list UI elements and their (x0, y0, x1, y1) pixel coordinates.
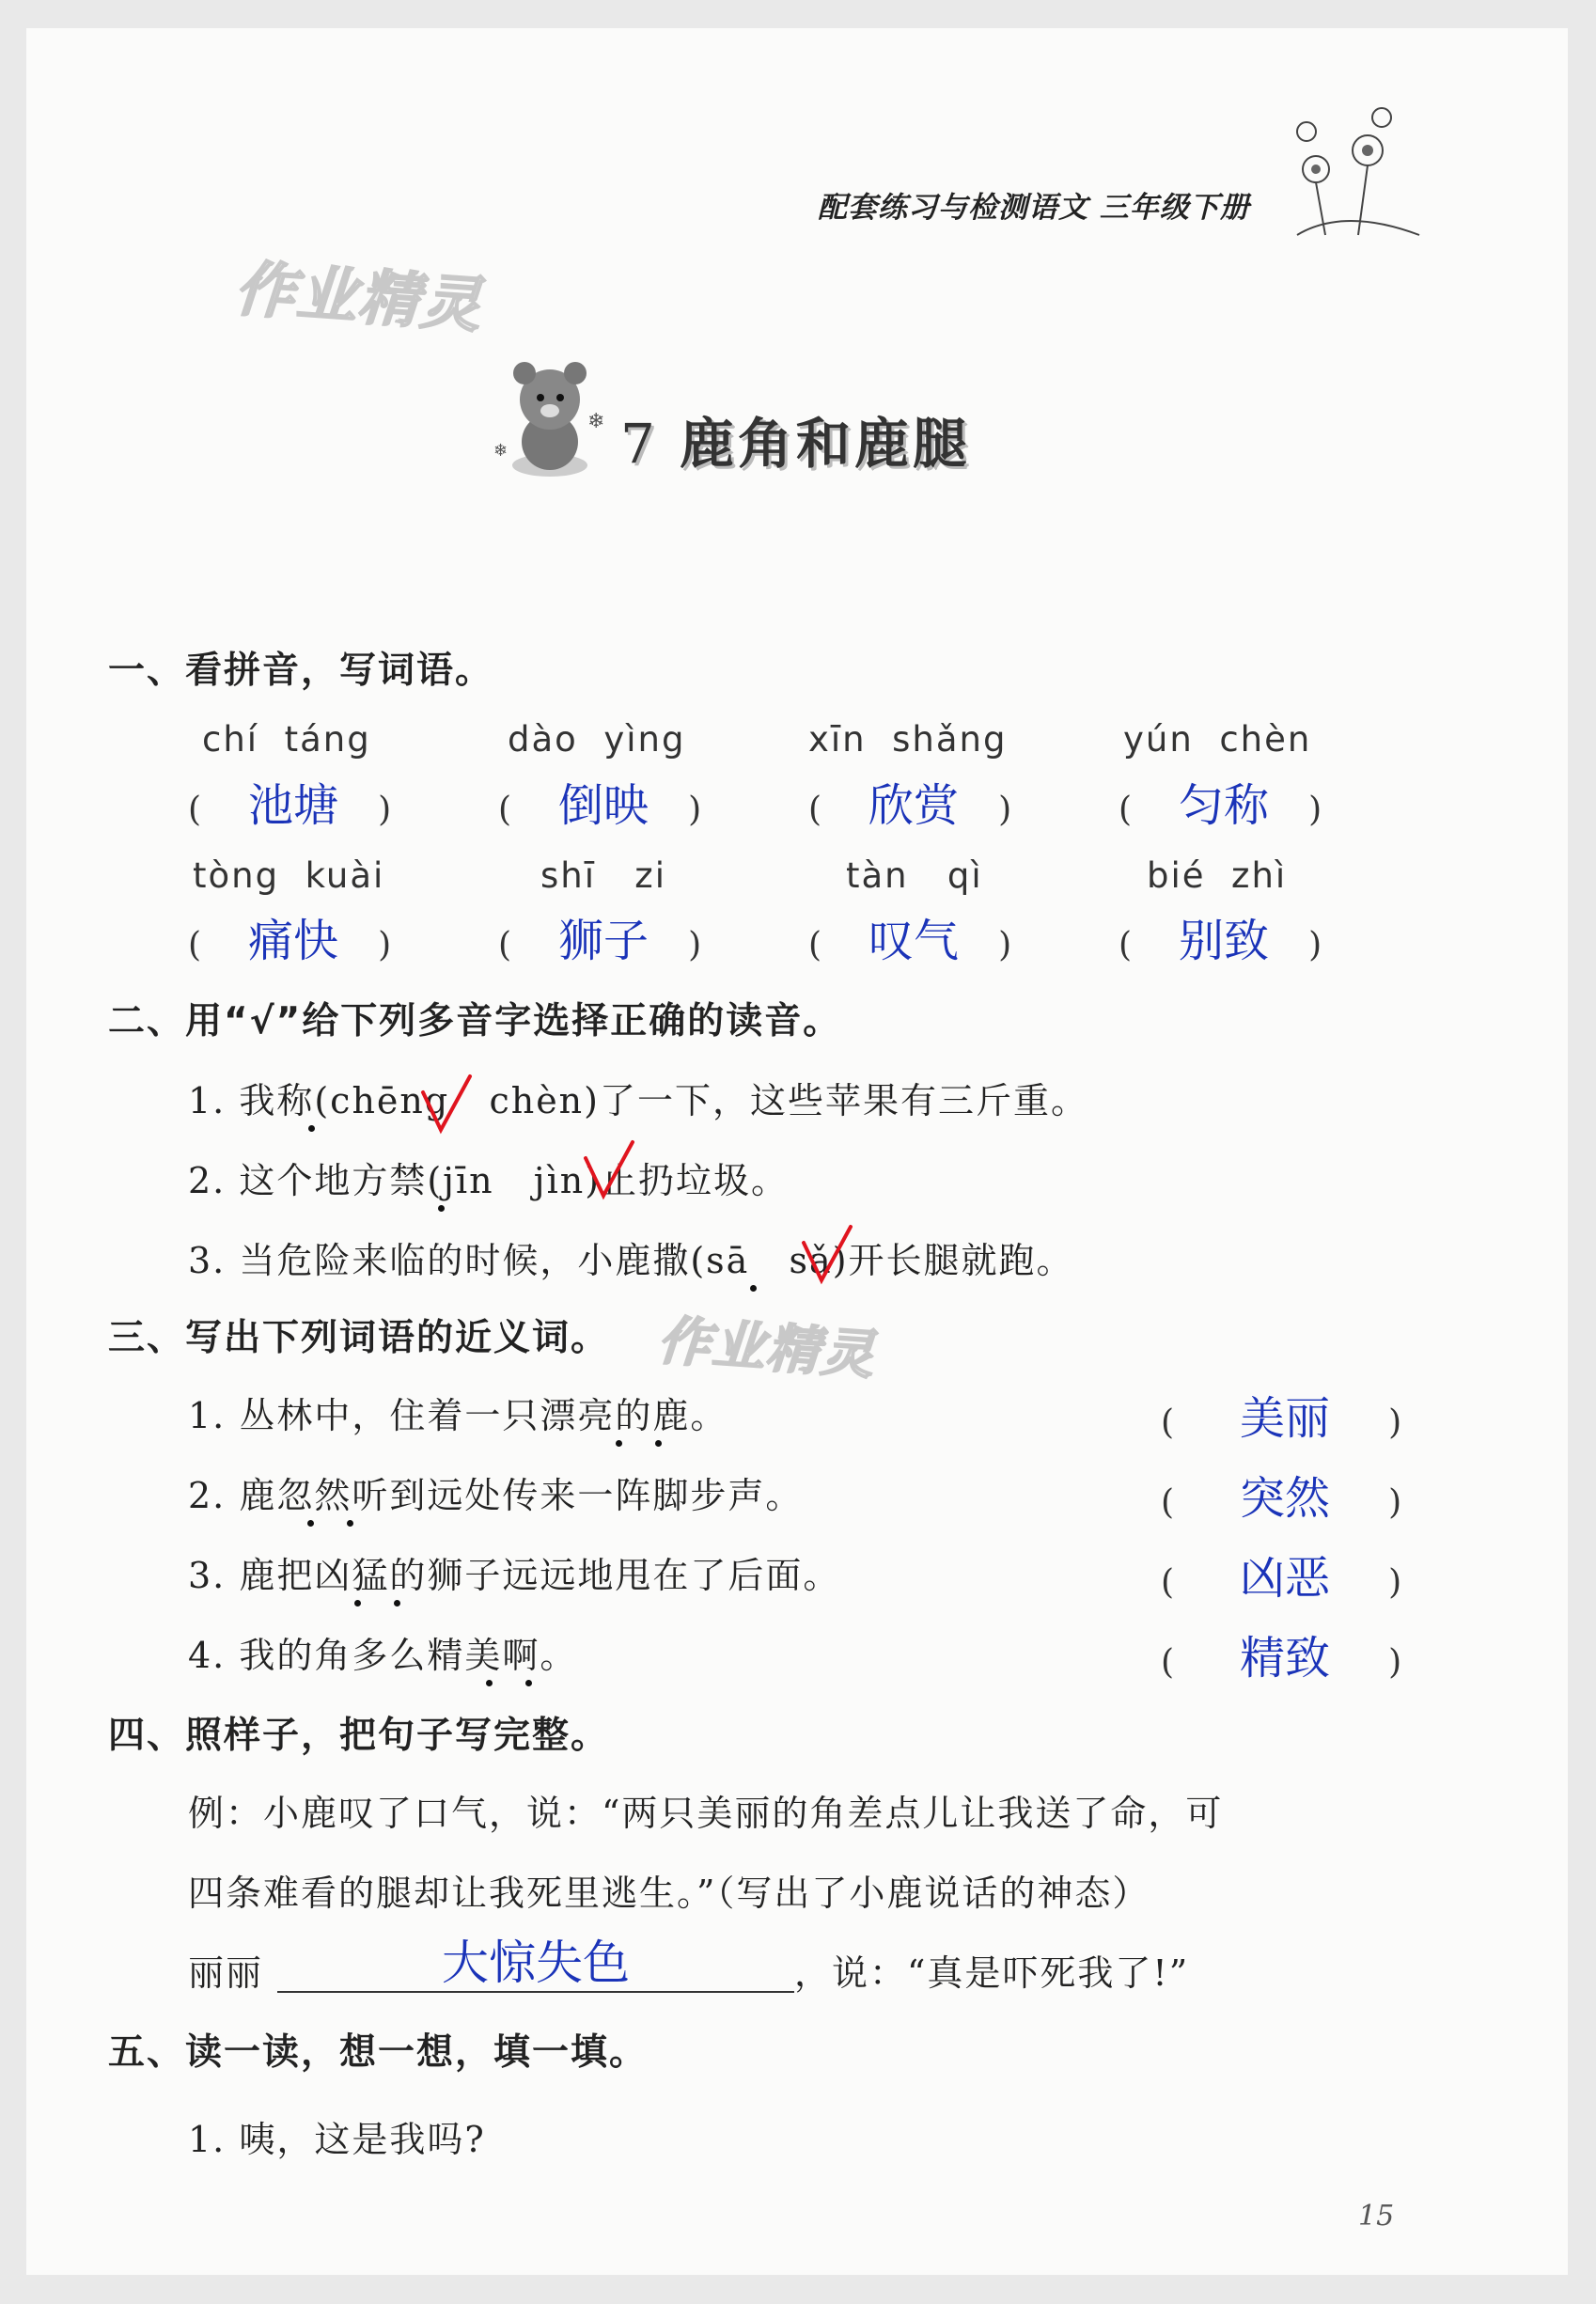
pinyin: xīn shǎng (808, 719, 1008, 760)
lesson-name: 鹿角和鹿腿 (679, 412, 971, 476)
answer-box: ( 痛快 ) (188, 915, 392, 967)
answer-box: ( 突然 ) (1161, 1472, 1402, 1525)
emphasis-dot (308, 1125, 315, 1132)
answer-box: ( 狮子 ) (498, 915, 702, 967)
question-line: 2. 这个地方禁(jīn jìn)止扔垃圾。 (188, 1160, 790, 1201)
sentence-suffix: ，说：“真是吓死我了!” (794, 1952, 1190, 1994)
answer-box: ( 池塘 ) (188, 779, 392, 832)
section-1-heading: 一、看拼音，写词语。 (108, 650, 494, 692)
emphasis-dot (750, 1285, 757, 1292)
emphasis-dot (655, 1440, 662, 1447)
svg-text:❄: ❄ (493, 441, 509, 461)
answer-box: ( 匀称 ) (1119, 779, 1322, 832)
lesson-number: 7 (620, 412, 659, 476)
section-2-heading: 二、用“√”给下列多音字选择正确的读音。 (108, 1000, 842, 1042)
section-5-heading: 五、读一读，想一想，填一填。 (108, 2031, 649, 2074)
teddy-bear-icon (489, 353, 611, 494)
page-number: 15 (1358, 2200, 1395, 2233)
question-line: 4. 我的角多么精美啊。 (188, 1635, 578, 1676)
answer-text: 痛快 (248, 915, 339, 967)
pinyin: tàn qì (846, 855, 983, 896)
pinyin: tòng kuài (193, 855, 385, 896)
question-line: 1. 我称(chēng chèn)了一下，这些苹果有三斤重。 (188, 1080, 1088, 1121)
answer-text: 倒映 (558, 779, 649, 832)
answer-text: 别致 (1179, 915, 1270, 967)
emphasis-dot (525, 1680, 532, 1686)
section-3-heading: 三、写出下列词语的近义词。 (108, 1317, 610, 1359)
emphasis-dot (354, 1600, 361, 1607)
answer-text: 池塘 (248, 779, 339, 832)
flower-bee-decoration-icon (1260, 94, 1429, 244)
sentence-prefix: 丽丽 (188, 1952, 264, 1994)
answer-text: 狮子 (558, 915, 649, 967)
emphasis-dot (486, 1680, 493, 1686)
answer-box: ( 精致 ) (1161, 1632, 1402, 1685)
pinyin: bié zhì (1147, 855, 1288, 896)
pinyin: dào yìng (508, 719, 686, 760)
svg-text:❄: ❄ (587, 410, 605, 433)
book-title: 配套练习与检测语文 三年级下册 (818, 191, 1250, 225)
answer-box: ( 欣赏 ) (808, 779, 1012, 832)
answer-text: 美丽 (1240, 1392, 1331, 1445)
pinyin: shī zi (540, 855, 666, 896)
answer-text: 叹气 (868, 915, 960, 967)
check-mark-icon (581, 1137, 637, 1203)
example-line: 四条难看的腿却让我死里逃生。”（写出了小鹿说话的神态） (188, 1873, 1150, 1914)
check-mark-icon (799, 1222, 855, 1288)
question-line: 2. 鹿忽然听到远处传来一阵脚步声。 (188, 1475, 804, 1516)
answer-text: 凶恶 (1240, 1552, 1331, 1605)
answer-box: ( 叹气 ) (808, 915, 1012, 967)
pinyin: yún chèn (1123, 719, 1312, 760)
pinyin: chí táng (202, 719, 371, 760)
section-4-heading: 四、照样子，把句子写完整。 (108, 1715, 610, 1757)
emphasis-dot (307, 1520, 314, 1527)
blank-answer: 大惊失色 (442, 1936, 630, 1990)
answer-box: ( 倒映 ) (498, 779, 702, 832)
answer-text: 匀称 (1179, 779, 1270, 832)
answer-box: ( 别致 ) (1119, 915, 1322, 967)
check-mark-icon (418, 1072, 475, 1137)
question-line: 1. 咦，这是我吗? (188, 2119, 486, 2160)
emphasis-dot (347, 1520, 353, 1527)
question-line: 1. 丛林中，住着一只漂亮的鹿。 (188, 1395, 728, 1436)
answer-text: 欣赏 (868, 779, 960, 832)
watermark: 作业精灵 (232, 254, 485, 342)
answer-box: ( 凶恶 ) (1161, 1552, 1402, 1605)
emphasis-dot (394, 1600, 400, 1607)
answer-box: ( 美丽 ) (1161, 1392, 1402, 1445)
lesson-title (620, 400, 971, 478)
answer-text: 突然 (1240, 1472, 1331, 1525)
emphasis-dot (616, 1440, 622, 1447)
question-line: 3. 鹿把凶猛的狮子远远地甩在了后面。 (188, 1555, 841, 1596)
emphasis-dot (438, 1205, 445, 1212)
question-line: 3. 当危险来临的时候，小鹿撒(sā sǎ)开长腿就跑。 (188, 1240, 1074, 1281)
example-line: 例：小鹿叹了口气，说：“两只美丽的角差点儿让我送了命，可 (188, 1793, 1224, 1834)
answer-text: 精致 (1240, 1632, 1331, 1685)
watermark: 作业精灵 (655, 1309, 878, 1387)
